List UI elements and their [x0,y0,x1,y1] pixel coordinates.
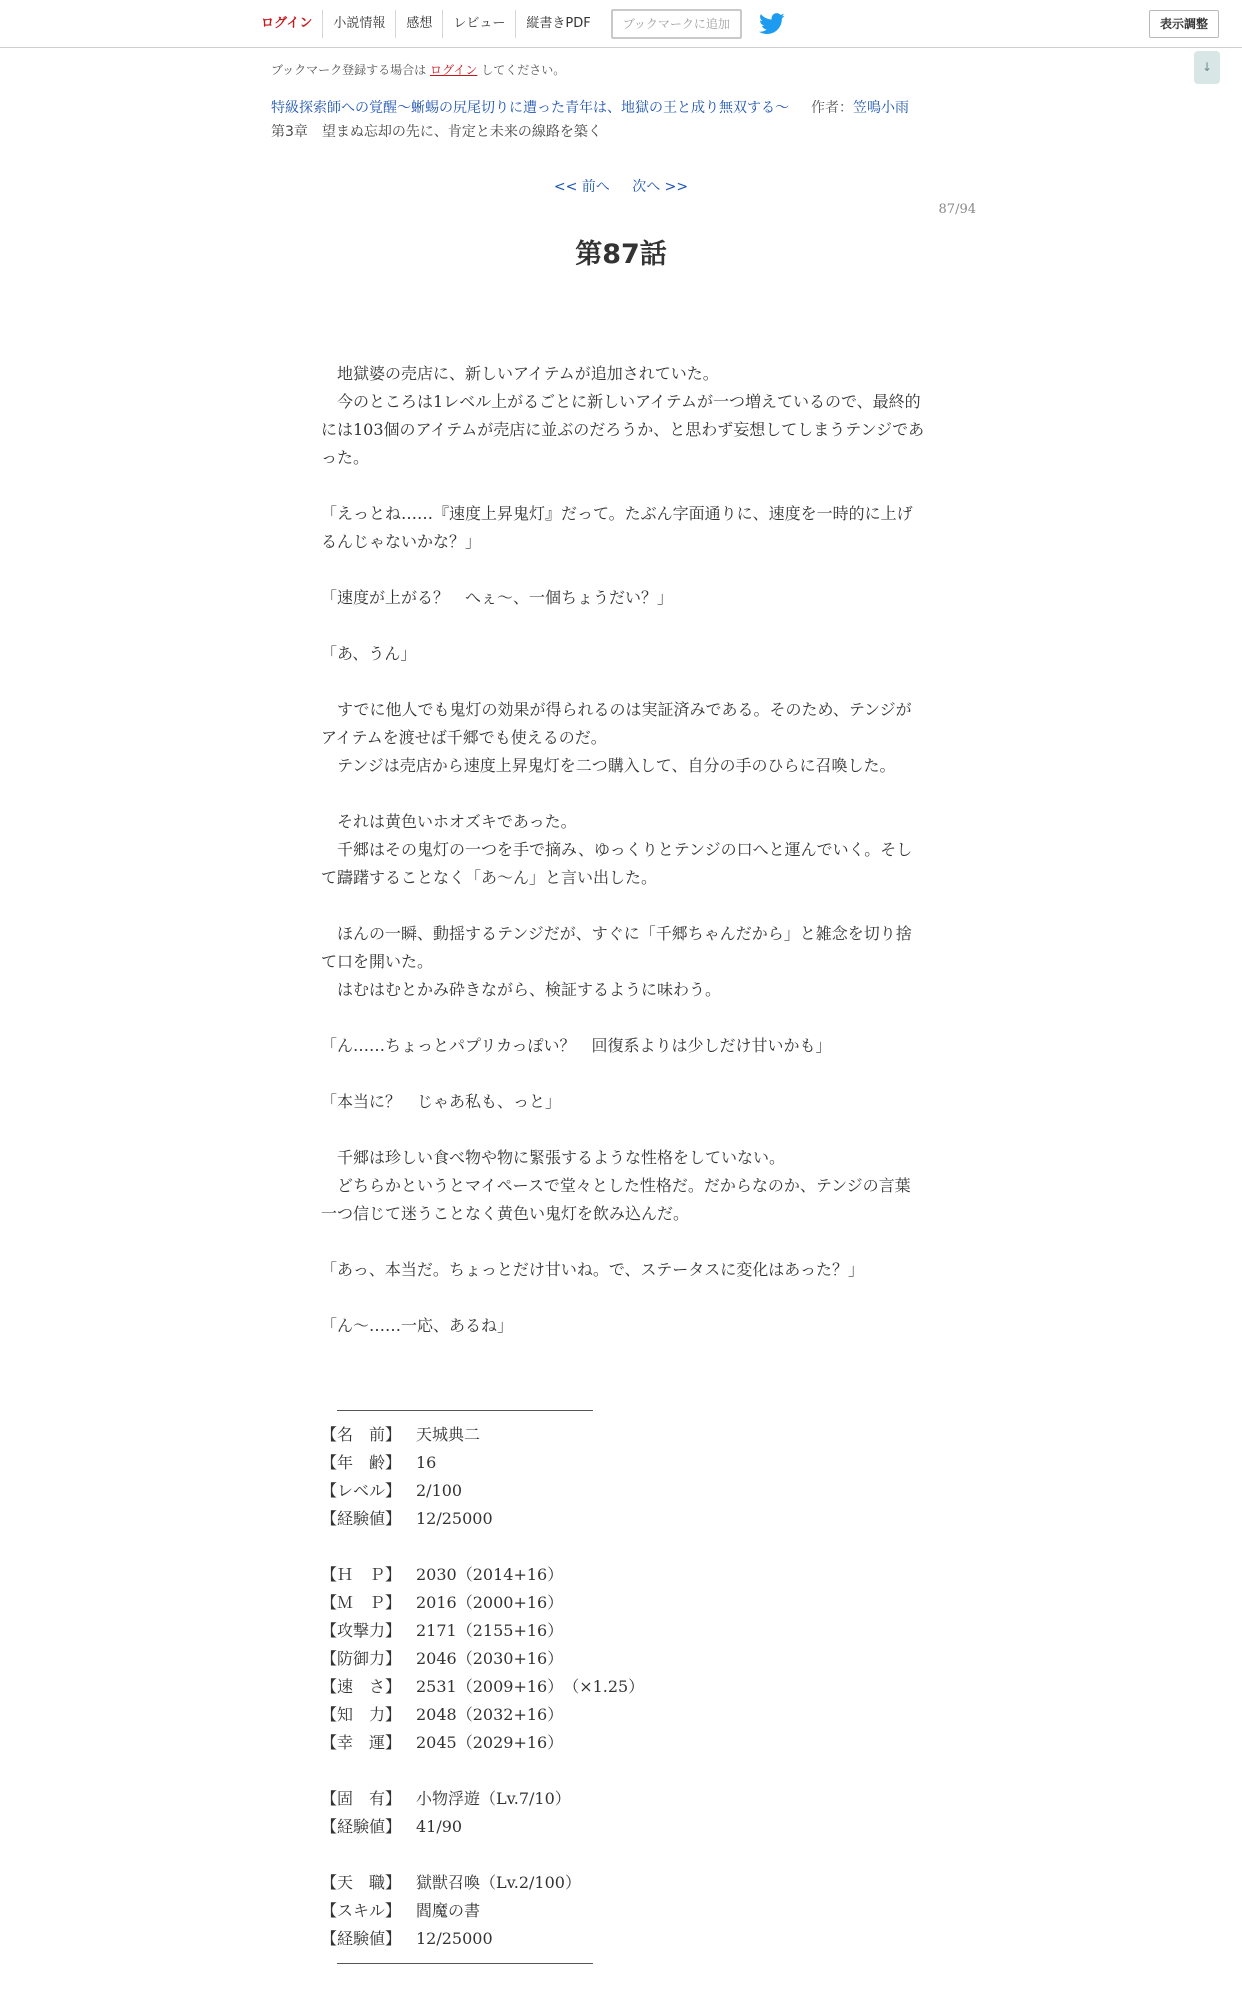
status-label: 【スキル】 [321,1901,401,1920]
episode-pager [0,176,1242,196]
body-line [321,556,926,584]
body-line: どちらかというとマイペースで堂々とした性格だ。だからなのか、テンジの言葉一つ信じて迷うことなく黄色い鬼灯を飲み込んだ。 [321,1176,911,1223]
status-row [321,1561,926,1589]
notice-login-link[interactable]: ログイン [430,63,478,77]
status-value: 2/100 [416,1481,463,1500]
status-value: 2048（2032+16） [416,1705,564,1724]
status-label: 【経験値】 [321,1509,402,1528]
status-value: 閻魔の書 [416,1901,481,1920]
login-link[interactable]: ログイン [251,10,323,38]
body-line: 「速度が上がる？ へぇ～、一個ちょうだい？」 [321,588,674,607]
body-line: すでに他人でも鬼灯の効果が得られるのは実証済みである。そのため、テンジがアイテムを渡せば千郷でも使えるのだ。 [321,700,912,747]
status-value: 16 [416,1453,437,1472]
status-row [321,1729,926,1757]
status-row [321,1701,926,1729]
bookmark-login-notice [271,61,565,78]
status-label: 【知 力】 [321,1705,402,1724]
body-line [321,472,926,500]
body-line: 地獄婆の売店に、新しいアイテムが追加されていた。 [321,364,719,383]
novel-title-link[interactable]: 特級探索師への覚醒～蜥蜴の尻尾切りに遭った青年は、地獄の王と成り無双する～ [271,100,789,116]
status-value: 2045（2029+16） [416,1733,564,1752]
top-navigation-bar [0,0,1242,48]
status-value: 2046（2030+16） [416,1649,564,1668]
body-line [321,1284,926,1312]
vertical-pdf-link[interactable]: 縦書きPDF [526,16,591,31]
body-line: それは黄色いホオズキであった。 [321,812,577,831]
status-value: 12/25000 [416,1509,493,1528]
twitter-icon[interactable] [759,13,785,35]
status-row [321,1813,926,1841]
body-line: 「あっ、本当だ。ちょっとだけ甘いね。で、ステータスに変化はあった？」 [321,1260,865,1279]
status-row [321,1421,926,1449]
body-line: ほんの一瞬、動揺するテンジだが、すぐに「千郷ちゃんだから」と雑念を切り捨て口を開いた。 [321,924,912,971]
status-row [321,1645,926,1673]
status-value: 小物浮遊（Lv.7/10） [416,1789,571,1808]
notice-prefix: ブックマーク登録する場合は [271,63,427,77]
status-row [321,1925,926,1953]
status-row [321,1477,926,1505]
author-name-link[interactable]: 笠鳴小雨 [853,100,909,116]
prev-episode-link[interactable]: << 前へ [553,179,610,195]
impressions-link[interactable]: 感想 [396,10,443,38]
review-link[interactable]: レビュー [443,10,516,38]
status-label: 【攻撃力】 [321,1621,402,1640]
status-value: 41/90 [416,1817,463,1836]
body-line [321,1228,926,1256]
body-line: 「本当に？ じゃあ私も、っと」 [321,1092,562,1111]
status-label: 【幸 運】 [321,1733,402,1752]
bookmark-add-button[interactable]: ブックマークに追加 [611,9,742,39]
body-line: 「ん……ちょっとパプリカっぽい？ 回復系よりは少しだけ甘いかも」 [321,1036,832,1055]
next-episode-link[interactable]: 次へ >> [632,179,689,195]
author-label: 作者： [811,100,853,116]
status-value: 2171（2155+16） [416,1621,564,1640]
body-line [321,892,926,920]
status-label: 【Ｍ Ｐ】 [321,1593,402,1612]
status-row [321,1449,926,1477]
status-value: 12/25000 [416,1929,493,1948]
body-line [321,1004,926,1032]
status-label: 【Ｈ Ｐ】 [321,1565,402,1584]
body-line [321,780,926,808]
status-label: 【固 有】 [321,1789,402,1808]
episode-body [321,360,926,1340]
notice-suffix: してください。 [481,63,566,77]
status-label: 【経験値】 [321,1929,402,1948]
chapter-title: 第3章 望まぬ忘却の先に、肯定と未来の線路を築く [271,124,602,140]
status-row [321,1785,926,1813]
body-line: 今のところは1レベル上がるごとに新しいアイテムが一つ増えているので、最終的には103個のアイテムが売店に並ぶのだろうか、と思わず妄想してしまうテンジであった。 [321,392,925,467]
status-value: 2030（2014+16） [416,1565,564,1584]
episode-title: 第87話 [575,239,667,270]
body-line: 千郷はその鬼灯の一つを手で摘み、ゆっくりとテンジの口へと運んでいく。そして躊躇することなく「あ～ん」と言い出した。 [321,840,913,887]
body-line: 「ん～……一応、あるね」 [321,1316,514,1335]
status-value: 2016（2000+16） [416,1593,564,1612]
body-line [321,612,926,640]
status-label: 【経験値】 [321,1817,402,1836]
status-label: 【防御力】 [321,1649,402,1668]
status-value: 獄獣召喚（Lv.2/100） [416,1873,581,1892]
body-line: はむはむとかみ砕きながら、検証するように味わう。 [321,980,722,999]
body-line [321,668,926,696]
body-line: 「えっとね……『速度上昇鬼灯』だって。たぶん字面通りに、速度を一時的に上げるんじゃないかな？」 [321,504,913,551]
status-row [321,1589,926,1617]
status-divider-bottom [337,1963,593,1964]
novel-info-link[interactable]: 小説情報 [323,10,396,38]
body-line: 「あ、うん」 [321,644,417,663]
status-label: 【速 さ】 [321,1677,402,1696]
status-value: 2531（2009+16） （×1.25） [416,1677,645,1696]
status-row [321,1869,926,1897]
body-line: 千郷は珍しい食べ物や物に緊張するような性格をしていない。 [321,1148,786,1167]
status-row [321,1673,926,1701]
main-nav [251,10,785,38]
status-label: 【レベル】 [321,1481,402,1500]
status-label: 【名 前】 [321,1425,402,1444]
episode-count: 87/94 [938,202,976,217]
novel-title-line [271,97,909,117]
status-label: 【年 齢】 [321,1453,402,1472]
status-block [321,1410,926,1964]
display-settings-button[interactable]: 表示調整 [1149,10,1219,38]
status-row [321,1897,926,1925]
status-value: 天城典二 [416,1425,481,1444]
status-label: 【天 職】 [321,1873,402,1892]
status-row [321,1505,926,1533]
body-line [321,1116,926,1144]
body-line: テンジは売店から速度上昇鬼灯を二つ購入して、自分の手のひらに召喚した。 [321,756,896,775]
status-row [321,1617,926,1645]
body-line [321,1060,926,1088]
status-divider-top [337,1410,593,1411]
arrow-down-icon[interactable]: ↓ [1194,51,1220,84]
